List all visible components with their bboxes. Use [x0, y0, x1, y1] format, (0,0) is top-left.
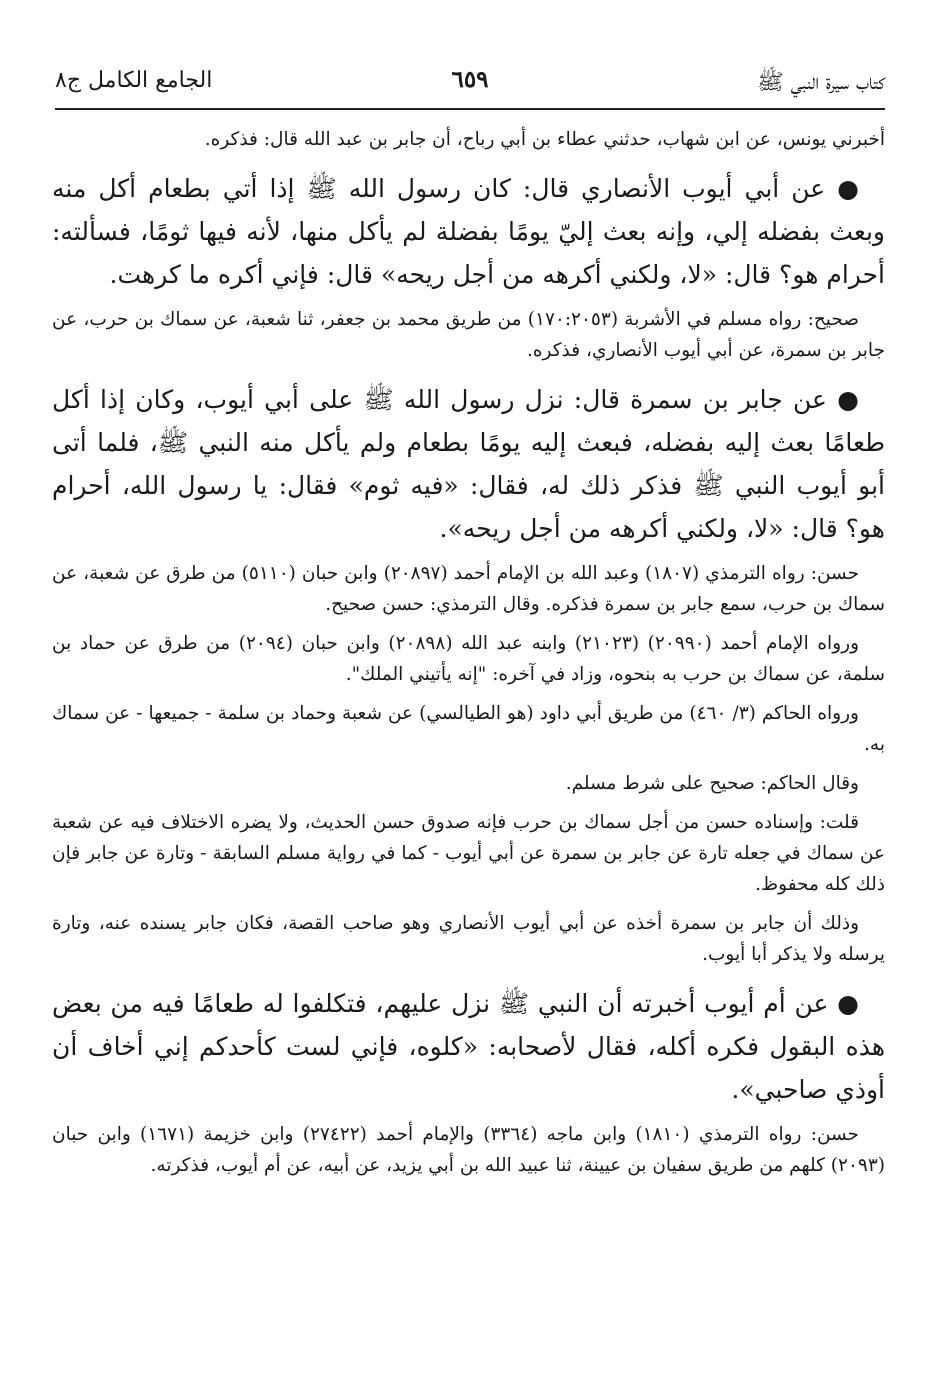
takhrij-sahih-muslim: صحيح: رواه مسلم في الأشربة (١٧٠:٢٠٥٣) من طريق محمد بن جعفر، ثنا شعبة، عن سماك بن حرب، عن جابر بن سمرة، عن أبي أيوب الأنصاري، فذكره.: [52, 309, 885, 361]
paragraph-continuation: أخبرني يونس، عن ابن شهاب، حدثني عطاء بن أبي رباح، أن جابر بن عبد الله قال: فذكره.: [204, 129, 885, 150]
book-title: كتاب سيرة النبي ﷺ: [757, 70, 885, 95]
takhrij-ahmad: ورواه الإمام أحمد (٢٠٩٩٠) (٢١٠٢٣) وابنه عبد الله (٢٠٨٩٨) وابن حبان (٢٠٩٤) من طرق عن حماد بن سلمة، عن سماك بن حرب به بنحوه، وزاد في آخره: "إنه يأتيني الملك".: [52, 633, 885, 685]
hadith-umm-ayyub: ● عن أم أيوب أخبرته أن النبي ﷺ نزل عليهم، فتكلفوا له طعامًا فيه من بعض هذه البقول فكره أكله، فقال لأصحابه: «كلوه، فإني لست كأحدكم إني أخاف أن أوذي صاحبي».: [52, 989, 885, 1104]
hadith-abu-ayyub: ● عن أبي أيوب الأنصاري قال: كان رسول الله ﷺ إذا أتي بطعام أكل منه وبعث بفضله إلي، وإنه بعث إليّ يومًا بفضلة لم يأكل منها، لأنه فيها ثومًا، فسألته: أحرام هو؟ قال: «لا، ولكني أكرهه من أجل ريحه» قال: فإني أكره ما كرهت.: [52, 174, 885, 289]
header-divider: [55, 108, 885, 110]
page-header: [55, 62, 885, 106]
page-number: ٦٥٩: [451, 66, 489, 93]
volume-title: الجامع الكامل ج٨: [55, 68, 213, 93]
hakim-verdict: وقال الحاكم: صحيح على شرط مسلم.: [565, 773, 859, 794]
author-explanation: وذلك أن جابر بن سمرة أخذه عن أبي أيوب الأنصاري وهو صاحب القصة، فكان جابر يسنده عنه، وتارة يرسله ولا يذكر أبا أيوب.: [52, 913, 885, 965]
takhrij-hasan-tirmidhi: حسن: رواه الترمذي (١٨٠٧) وعبد الله بن الإمام أحمد (٢٠٨٩٧) وابن حبان (٥١١٠) من طرق عن شعبة، عن سماك بن حرب، سمع جابر بن سمرة فذكره. وقال الترمذي: حسن صحيح.: [52, 563, 885, 615]
author-comment: قلت: وإسناده حسن من أجل سماك بن حرب فإنه صدوق حسن الحديث، ولا يضره الاختلاف فيه عن شعبة عن سماك في جعله تارة عن جابر بن سمرة عن أبي أيوب - كما في رواية مسلم السابقة - وتارة عن جابر فإن ذلك كله محفوظ.: [52, 812, 885, 895]
hadith-jabir-ibn-samura: ● عن جابر بن سمرة قال: نزل رسول الله ﷺ على أبي أيوب، وكان إذا أكل طعامًا بعث إليه بفضله، فبعث إليه يومًا بطعام ولم يأكل منه النبي ﷺ، فلما أتى أبو أيوب النبي ﷺ فذكر ذلك له، فقال: «فيه ثوم» فقال: يا رسول الله، أحرام هو؟ قال: «لا، ولكني أكرهه من أجل ريحه».: [52, 385, 885, 543]
takhrij-umm-ayyub: حسن: رواه الترمذي (١٨١٠) وابن ماجه (٣٣٦٤) والإمام أحمد (٢٧٤٢٢) وابن خزيمة (١٦٧١) وابن حبان (٢٠٩٣) كلهم من طريق سفيان بن عيينة، ثنا عبيد الله بن أبي يزيد، عن أبيه، عن أم أيوب، فذكرته.: [52, 1124, 885, 1176]
takhrij-hakim: ورواه الحاكم (٣/ ٤٦٠) من طريق أبي داود (هو الطيالسي) عن شعبة وحماد بن سلمة - جميعها - عن سماك به.: [52, 703, 885, 755]
page-body: [52, 124, 885, 1181]
